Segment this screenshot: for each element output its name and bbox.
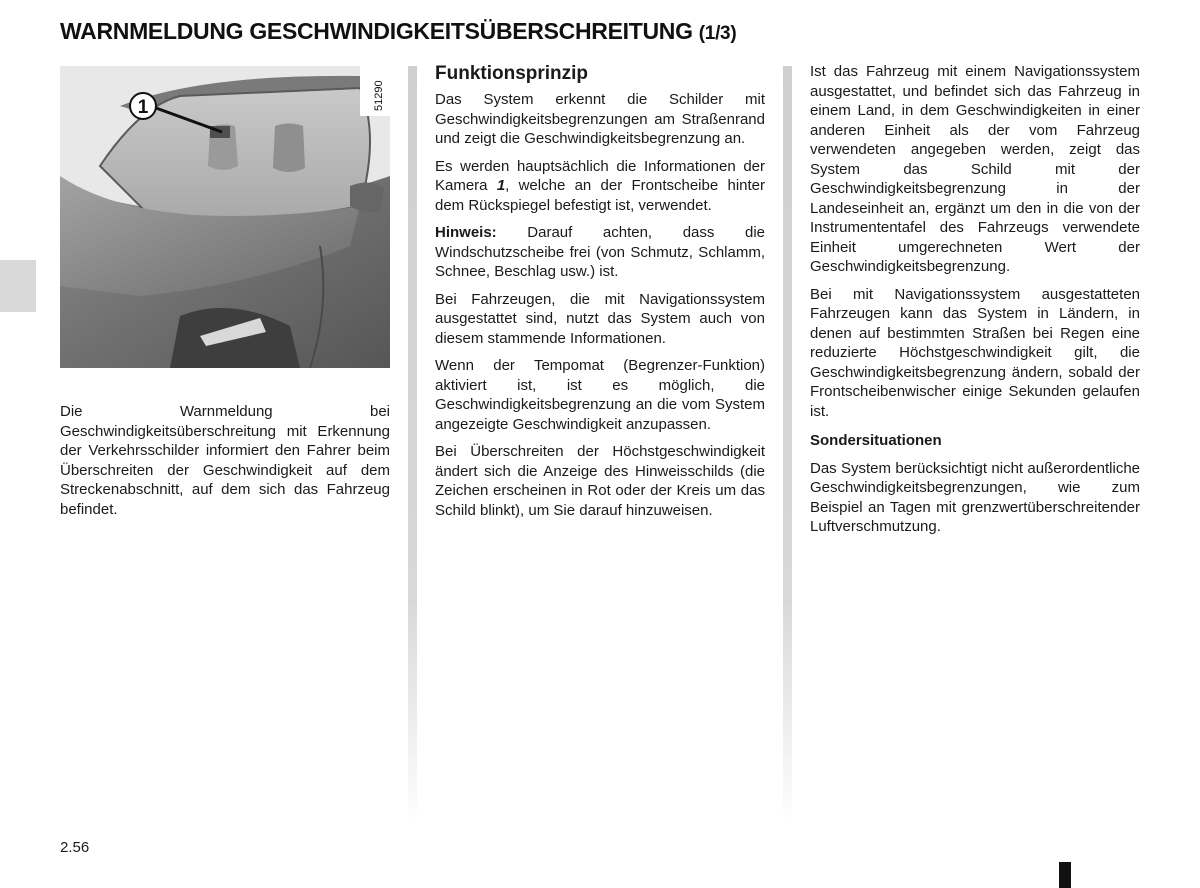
- column-divider-left: [408, 66, 417, 826]
- page-number: 2.56: [60, 839, 90, 856]
- subheading-sondersituationen: Sondersituationen: [810, 432, 942, 449]
- page-title-text: WARNMELDUNG GESCHWINDIGKEITSÜBERSCHREITUNG: [60, 18, 693, 44]
- page-corner-marker: [1059, 862, 1071, 888]
- text-segment: , welche an der Frontscheibe hinter dem Rückspiegel befestigt ist, verwendet.: [435, 177, 765, 214]
- car-windscreen-illustration: [60, 66, 390, 368]
- paragraph-overspeed-display: Bei Überschreiten der Höchstgeschwindigkeit ändert sich die Anzeige des Hinweisschilds (die Zeichen erscheinen in Rot oder der Kreis um das Schild blinkt), um Sie darauf hinzuweisen.: [435, 443, 765, 519]
- section-tab-marker: [0, 260, 36, 312]
- section-heading-funktionsprinzip: Funktionsprinzip: [435, 63, 589, 84]
- callout-number: 1: [137, 97, 149, 118]
- paragraph-camera-info: [435, 157, 765, 216]
- note-text: Darauf achten, dass die Windschutzscheibe frei (von Schmutz, Schlamm, Schnee, Beschlag usw.) ist.: [435, 224, 765, 280]
- page-title: [60, 18, 736, 45]
- paragraph-note: [435, 223, 765, 282]
- middle-column: [435, 62, 765, 528]
- image-reference-code: 51290: [373, 80, 385, 111]
- paragraph-unit-conversion: Ist das Fahrzeug mit einem Navigationssystem ausgestattet, und befindet sich das Fahrzeug in einem Land, in dem Geschwindigkeiten in einer anderen Einheit als der vom Fahrzeug verwendeten angegeben werden, zeigt das System das Schild mit der Geschwindigkeitsbegrenzung in der Landeseinheit an, ergänzt um den in die von der Instrumententafel des Fahrzeugs verwendete Einheit umgerechneten Wert der Geschwindigkeitsbegrenzung.: [810, 63, 1140, 275]
- right-column: [810, 62, 1140, 545]
- page-part-indicator: (1/3): [698, 23, 737, 44]
- paragraph-rain-limit: Bei mit Navigationssystem ausgestatteten Fahrzeugen kann das System in Ländern, in denen auf bestimmten Straßen bei Regen eine reduzierte Höchstgeschwindigkeit gilt, die Geschwindigkeitsbegrenzung ändern, sobald der Frontscheibenwischer einige Sekunden gelaufen ist.: [810, 285, 1140, 420]
- figure-caption: Die Warnmeldung bei Geschwindigkeitsüberschreitung mit Erkennung der Verkehrsschilder informiert den Fahrer beim Überschreiten der Geschwindigkeit auf dem Streckenabschnitt, auf dem sich das Fahrzeug befindet.: [60, 403, 390, 518]
- camera-reference-number: 1: [496, 177, 506, 194]
- text-segment: Es werden hauptsächlich die Informationen der Kamera: [435, 157, 765, 194]
- note-label: Hinweis:: [435, 224, 497, 241]
- paragraph-navigation: Bei Fahrzeugen, die mit Navigationssystem ausgestattet sind, nutzt das System auch von diesem stammende Informationen.: [435, 290, 765, 347]
- paragraph-cruise-control: Wenn der Tempomat (Begrenzer-Funktion) aktiviert ist, ist es möglich, die Geschwindigkeitsbegrenzung an die vom System angezeigte Geschwindigkeit anzupassen.: [435, 357, 765, 433]
- paragraph-system-recognition: Das System erkennt die Schilder mit Geschwindigkeitsbegrenzungen am Straßenrand und zeigt die Geschwindigkeitsbegrenzung an.: [435, 91, 765, 147]
- column-divider-right: [783, 66, 792, 826]
- paragraph-special-situations: Das System berücksichtigt nicht außerordentliche Geschwindigkeitsbegrenzungen, wie zum Beispiel an Tagen mit grenzwertüberschreitender Luftverschmutzung.: [810, 459, 1140, 535]
